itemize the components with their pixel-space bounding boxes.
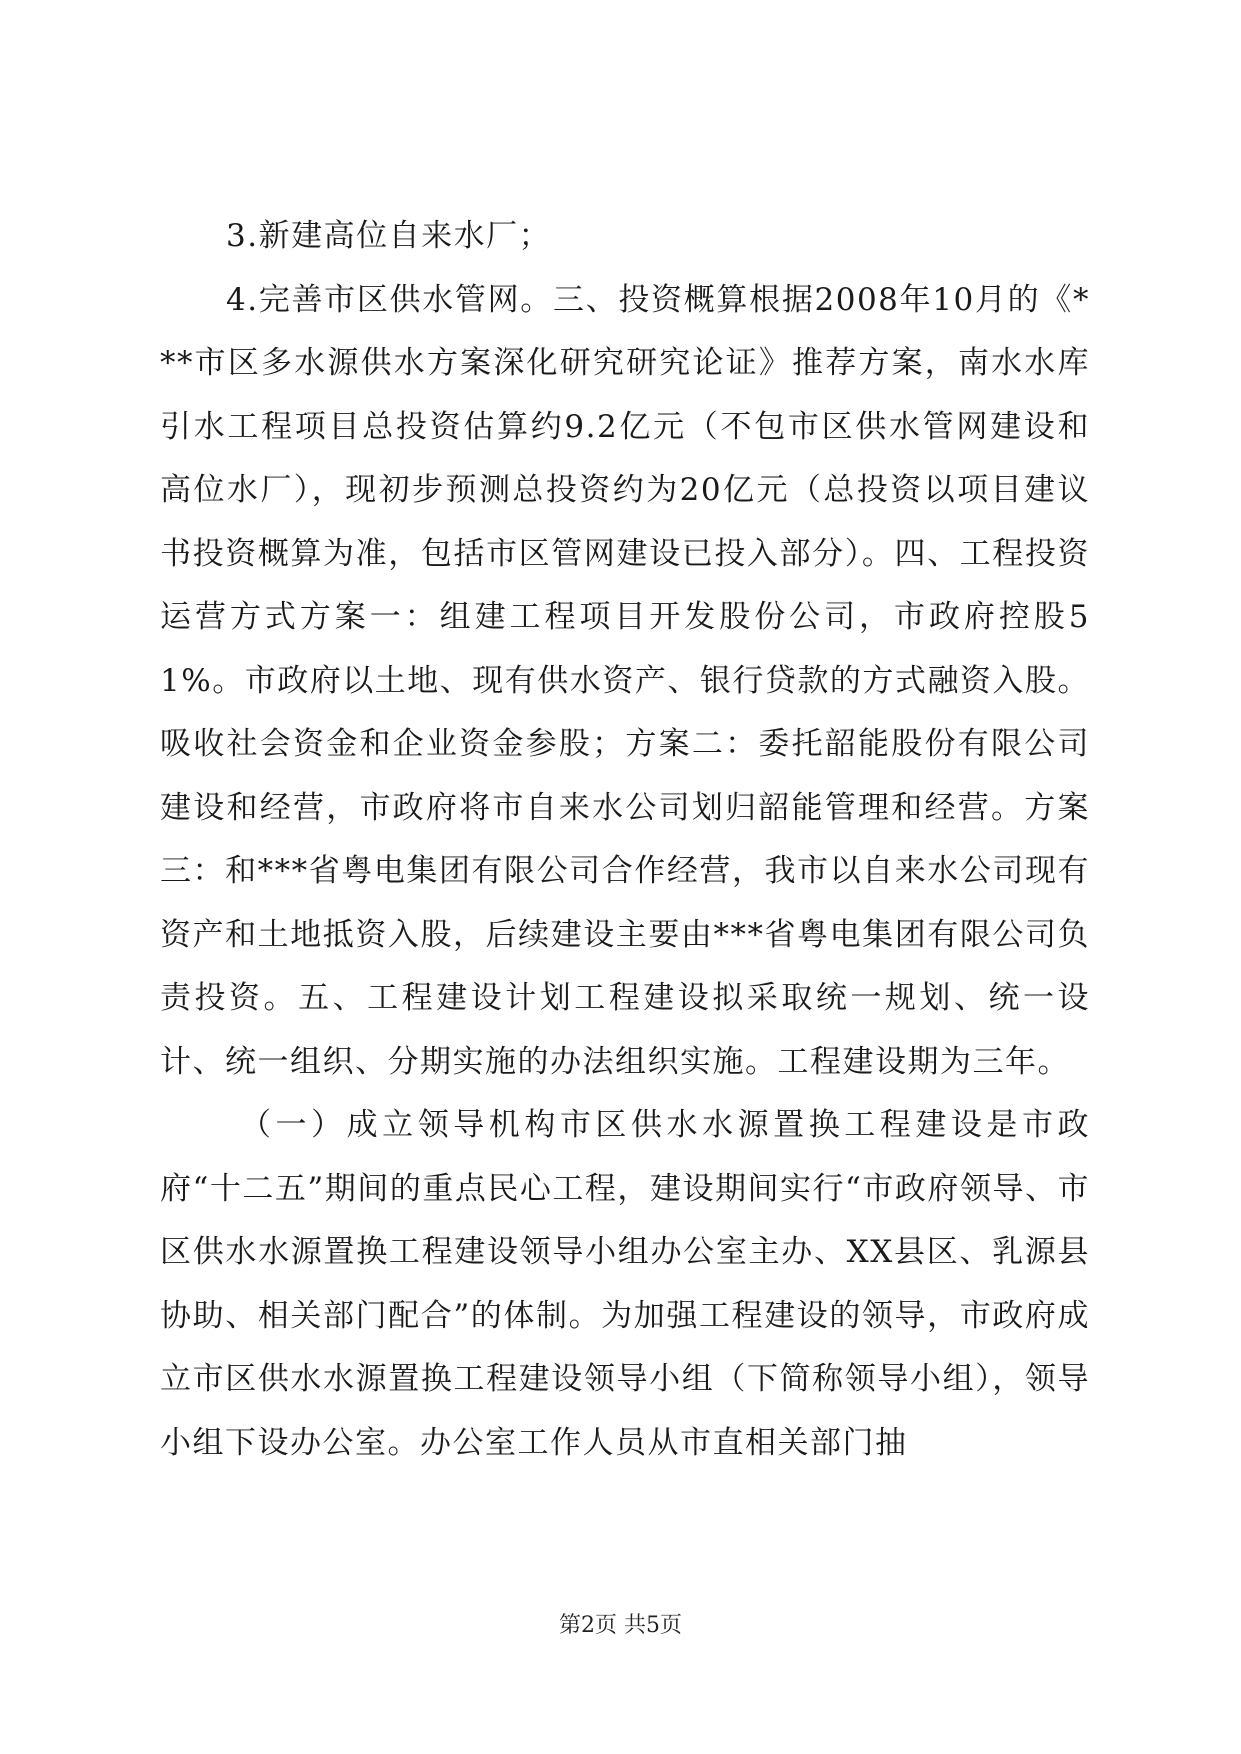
paragraph-leadership-section: （一）成立领导机构市区供水水源置换工程建设是市政府“十二五”期间的重点民心工程，建设期间实行“市政府领导、市区供水水源置换工程建设领导小组办公室主办、XX县区、乳源县协助、相关部门配合”的体制。为加强工程建设的领导，市政府成立市区供水水源置换工程建设领导小组（下简称领导小组），领导小组下设办公室。办公室工作人员从市直相关部门抽 — [160, 1107, 1090, 1461]
paragraph-item-3: 3.新建高位自来水厂； — [226, 218, 552, 254]
page-number: 第2页 共5页 — [559, 1613, 682, 1638]
paragraph-item-4: 4.完善市区供水管网。三、投资概算根据2008年10月的《***市区多水源供水方案深化研究研究论证》推荐方案，南水水库引水工程项目总投资估算约9.2亿元（不包市区供水管网建设和高位水厂），现初步预测总投资约为20亿元（总投资以项目建议书投资概算为准，包括市区管网建设已投入部分）。四、工程投资运营方式方案一：组建工程项目开发股份公司，市政府控股51%。市政府以土地、现有供水资产、银行贷款的方式融资入股。吸收社会资金和企业资金参股；方案二：委托韶能股份有限公司建设和经营，市政府将市自来水公司划归韶能管理和经营。方案三：和***省粤电集团有限公司合作经营，我市以自来水公司现有资产和土地抵资入股，后续建设主要由***省粤电集团有限公司负责投资。五、工程建设计划工程建设拟采取统一规划、统一设计、统一组织、分期实施的办法组织实施。工程建设期为三年。 — [160, 281, 1090, 1080]
document-body — [160, 205, 1090, 1475]
